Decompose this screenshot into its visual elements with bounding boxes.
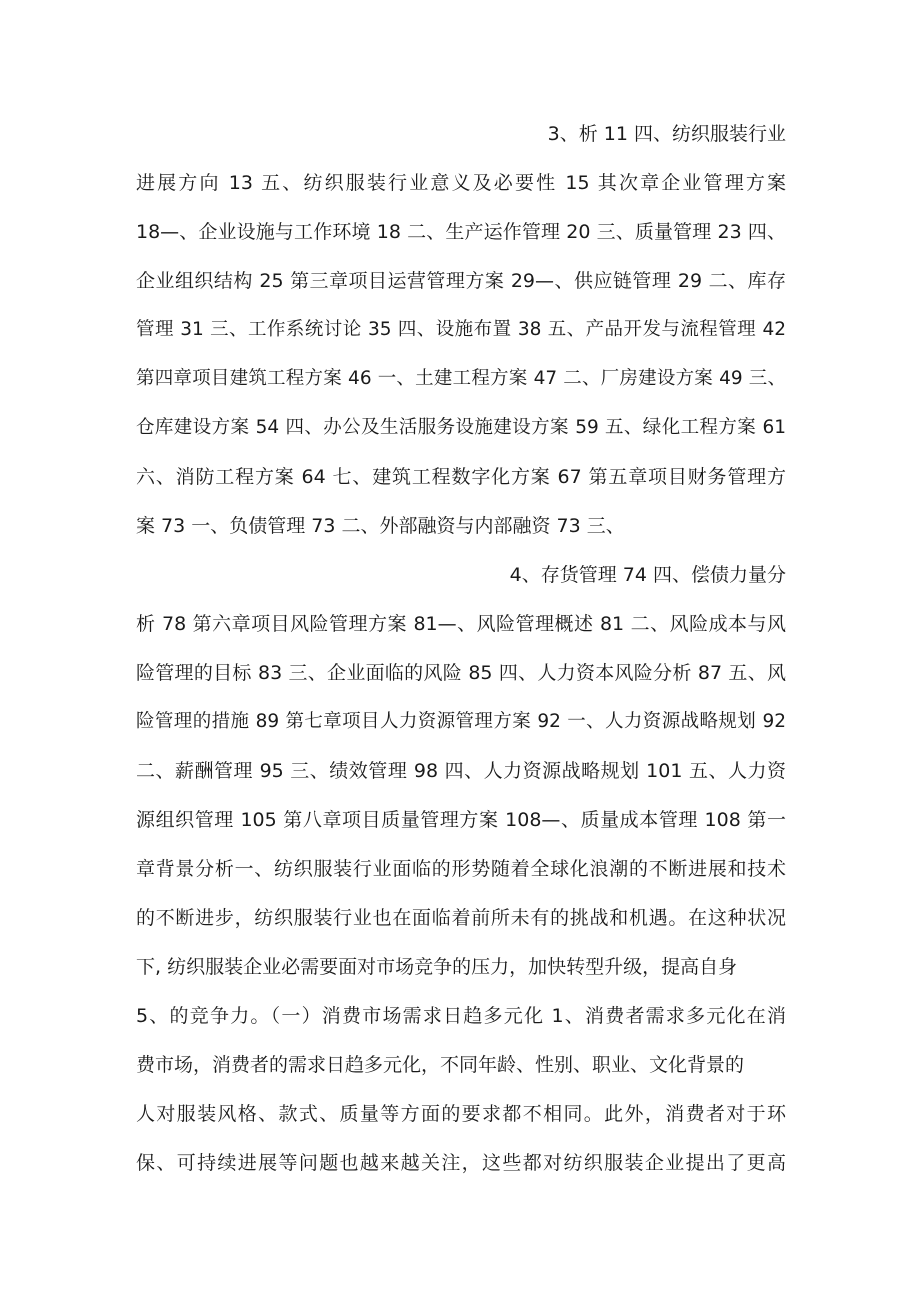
text-line-1: 3、析 11 四、纺织服装行业: [547, 123, 786, 145]
text-line-18: 下, 纺织服装企业必需要面对市场竞争的压力，加快转型升级，提高自身: [136, 956, 738, 978]
text-line-19: 5、的竞争力。（一）消费市场需求日趋多元化 1、消费者需求多元化在消: [136, 1005, 786, 1027]
text-line-10: 4、存货管理 74 四、偿债力量分: [509, 564, 786, 586]
text-line-6: 第四章项目建筑工程方案 46 一、土建工程方案 47 二、厂房建设方案 49 三、: [136, 368, 786, 389]
text-line-20: 费市场，消费者的需求日趋多元化，不同年龄、性别、职业、文化背景的: [136, 1054, 745, 1076]
text-line-11: 析 78 第六章项目风险管理方案 81—、风险管理概述 81 二、风险成本与风: [136, 613, 786, 635]
text-line-13: 险管理的措施 89 第七章项目人力资源管理方案 92 一、人力资源战略规划 92: [136, 711, 786, 732]
text-line-14: 二、薪酬管理 95 三、绩效管理 98 四、人力资源战略规划 101 五、人力资: [136, 760, 786, 782]
text-line-8: 六、消防工程方案 64 七、建筑工程数字化方案 67 第五章项目财务管理方: [136, 466, 786, 488]
text-line-5: 管理 31 三、工作系统讨论 35 四、设施布置 38 五、产品开发与流程管理 42: [136, 319, 786, 340]
text-line-3: 18—、企业设施与工作环境 18 二、生产运作管理 20 三、质量管理 23 四、: [136, 221, 786, 243]
text-line-17: 的不断进步，纺织服装行业也在面临着前所未有的挑战和机遇。在这种状况: [136, 907, 786, 929]
text-line-15: 源组织管理 105 第八章项目质量管理方案 108—、质量成本管理 108 第一: [136, 809, 786, 831]
text-line-7: 仓库建设方案 54 四、办公及生活服务设施建设方案 59 五、绿化工程方案 61: [136, 417, 786, 438]
text-line-12: 险管理的目标 83 三、企业面临的风险 85 四、人力资本风险分析 87 五、风: [136, 662, 786, 684]
text-line-21: 人对服装风格、款式、质量等方面的要求都不相同。此外，消费者对于环: [136, 1103, 786, 1125]
text-line-22: 保、可持续进展等问题也越来越关注，这些都对纺织服装企业提出了更高: [136, 1152, 786, 1174]
text-line-16: 章背景分析一、纺织服装行业面临的形势随着全球化浪潮的不断进展和技术: [136, 858, 786, 880]
text-line-9: 案 73 一、负债管理 73 二、外部融资与内部融资 73 三、: [136, 515, 625, 537]
text-line-2: 进展方向 13 五、纺织服装行业意义及必要性 15 其次章企业管理方案: [136, 172, 786, 194]
text-line-4: 企业组织结构 25 第三章项目运营管理方案 29—、供应链管理 29 二、库存: [136, 270, 786, 292]
